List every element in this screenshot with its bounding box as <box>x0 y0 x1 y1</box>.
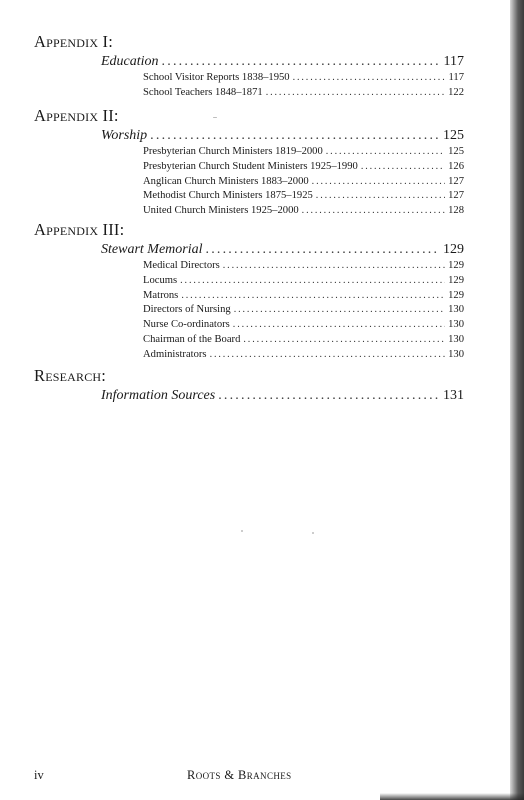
dot-leader <box>210 348 446 363</box>
toc-topic-education <box>101 53 464 71</box>
section-heading: Research: <box>34 366 107 385</box>
dot-leader <box>293 71 446 86</box>
dot-leader <box>223 259 445 274</box>
page-number: 117 <box>443 54 464 69</box>
page-number: 130 <box>448 348 464 360</box>
topic-title: Education <box>101 54 159 69</box>
page-number: 127 <box>448 175 464 187</box>
toc-entry <box>143 86 464 101</box>
entry-title: Nurse Co-ordinators <box>143 319 230 331</box>
dot-leader <box>162 53 441 71</box>
section-appendix-1 <box>34 32 464 101</box>
entry-title: Directors of Nursing <box>143 304 231 316</box>
dot-leader <box>233 318 445 333</box>
section-appendix-3 <box>34 220 464 363</box>
dot-leader <box>150 127 440 145</box>
dot-leader <box>326 145 445 160</box>
toc-entry <box>143 348 464 363</box>
dot-leader <box>206 241 441 259</box>
page-number: 129 <box>448 274 464 286</box>
page-number: 117 <box>448 72 464 83</box>
section-appendix-2 <box>34 106 464 219</box>
entry-title: Presbyterian Church Ministers 1819–2000 <box>143 146 323 157</box>
page-number: 130 <box>448 319 464 331</box>
entry-title: School Teachers 1848–1871 <box>143 86 263 98</box>
page-number: 129 <box>448 260 464 271</box>
dot-leader <box>180 274 445 289</box>
dot-leader <box>243 333 445 348</box>
dot-leader <box>302 204 445 219</box>
section-research <box>34 366 464 405</box>
bottom-edge-shadow <box>380 793 524 800</box>
page-folio: iv <box>34 768 44 782</box>
entry-title: United Church Ministers 1925–2000 <box>143 205 299 217</box>
entry-title: Matrons <box>143 289 179 301</box>
page-number: 131 <box>443 388 464 403</box>
page-footer <box>34 768 454 786</box>
toc-entry <box>143 175 464 190</box>
topic-title: Worship <box>101 128 148 143</box>
entry-title: Administrators <box>143 348 207 360</box>
page-number: 126 <box>448 160 464 172</box>
toc-entry <box>143 259 464 274</box>
dot-leader <box>181 289 445 304</box>
toc-topic-information-sources <box>101 387 464 405</box>
entry-title: Presbyterian Church Student Ministers 1925–1990 <box>143 160 358 172</box>
page-number: 128 <box>448 205 464 217</box>
toc-entry <box>143 274 464 289</box>
section-heading: Appendix III: <box>34 220 125 239</box>
entry-title: School Visitor Reports 1838–1950 <box>143 72 290 83</box>
page-number: 125 <box>443 128 464 143</box>
dot-leader <box>266 86 445 101</box>
toc-topic-stewart-memorial <box>101 241 464 259</box>
toc-entry <box>143 303 464 318</box>
toc-entry <box>143 189 464 204</box>
dot-leader <box>218 387 440 405</box>
toc-entry <box>143 71 464 86</box>
entry-title: Anglican Church Ministers 1883–2000 <box>143 175 309 187</box>
topic-title: Stewart Memorial <box>101 242 203 257</box>
page-number: 122 <box>448 86 464 98</box>
section-heading: Appendix I: <box>34 32 113 51</box>
toc-entry <box>143 318 464 333</box>
toc-entry <box>143 333 464 348</box>
entry-title: Locums <box>143 274 178 286</box>
scan-speck <box>213 117 217 118</box>
page-number: 130 <box>448 304 464 316</box>
entry-title: Methodist Church Ministers 1875–1925 <box>143 190 313 202</box>
entry-title: Chairman of the Board <box>143 333 241 345</box>
section-heading: Appendix II: <box>34 106 119 125</box>
dot-leader <box>316 189 445 204</box>
toc-entry <box>143 204 464 219</box>
running-title: Roots & Branches <box>187 768 292 782</box>
dot-leader <box>361 160 445 175</box>
toc-entry <box>143 289 464 304</box>
page-number: 125 <box>448 146 464 157</box>
toc-entry <box>143 145 464 160</box>
page-number: 127 <box>448 190 464 202</box>
page-number: 129 <box>448 289 464 301</box>
page-edge-shadow <box>510 0 524 800</box>
scan-speck <box>241 530 243 532</box>
page-number: 129 <box>443 242 464 257</box>
entry-title: Medical Directors <box>143 260 220 271</box>
scan-speck <box>312 532 314 534</box>
dot-leader <box>234 303 445 318</box>
dot-leader <box>312 175 445 190</box>
page-number: 130 <box>448 333 464 345</box>
toc-entry <box>143 160 464 175</box>
toc-topic-worship <box>101 127 464 145</box>
topic-title: Information Sources <box>101 388 216 403</box>
